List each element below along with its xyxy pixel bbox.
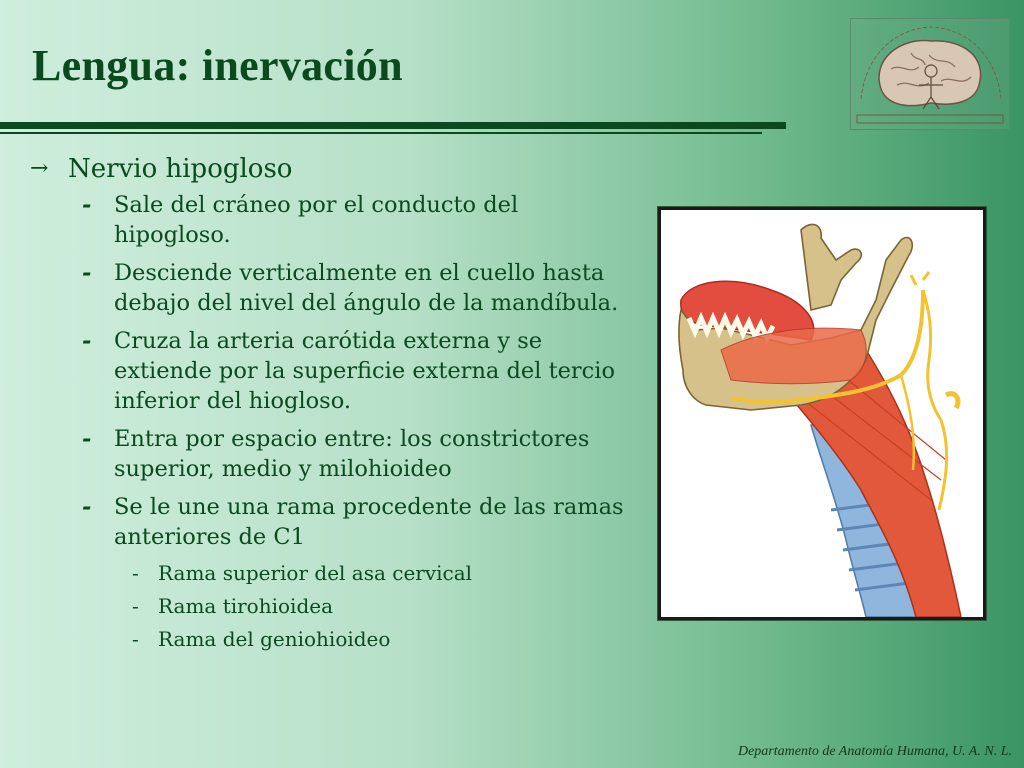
- list-item: [28, 190, 628, 250]
- footer-credit: Departamento de Anatomía Humana, U. A. N. L.: [737, 744, 1012, 759]
- dash-bullet-icon: -: [82, 426, 92, 452]
- list-item-text: Cruza la arteria carótida externa y se extiende por la superficie externa del tercio inferior del hiogloso.: [114, 328, 616, 414]
- dash-bullet-icon: -: [82, 494, 92, 520]
- dash-bullet-icon: -: [82, 328, 92, 354]
- list-item: [28, 492, 628, 552]
- anatomy-department-logo-icon: [850, 18, 1010, 130]
- list-item-text: Sale del cráneo por el conducto del hipogloso.: [114, 192, 519, 248]
- sub-list-item-text: Rama superior del asa cervical: [158, 561, 473, 585]
- hypoglossal-nerve-illustration: [658, 207, 986, 620]
- list-item: [28, 326, 628, 416]
- dash-bullet-icon: -: [82, 192, 92, 218]
- detail-list: [28, 190, 628, 552]
- list-item-text: Entra por espacio entre: los constrictores superior, medio y milohioideo: [114, 426, 590, 482]
- dash-bullet-icon: -: [82, 260, 92, 286]
- sub-list-item: [28, 593, 628, 619]
- list-item-text: Desciende verticalmente en el cuello hasta debajo del nivel del ángulo de la mandíbula.: [114, 260, 619, 316]
- list-item: [28, 258, 628, 318]
- title-underline-thin: [0, 132, 762, 134]
- list-item: [28, 424, 628, 484]
- sub-list: [28, 560, 628, 652]
- hyphen-bullet-icon: -: [132, 627, 139, 651]
- hyphen-bullet-icon: -: [132, 561, 139, 585]
- sub-list-item: [28, 626, 628, 652]
- slide-body: [28, 152, 628, 659]
- sub-list-item-text: Rama del geniohioideo: [158, 627, 391, 651]
- title-underline: [0, 122, 786, 129]
- sub-list-item: [28, 560, 628, 586]
- main-heading: Nervio hipogloso: [68, 154, 293, 184]
- sub-list-item-text: Rama tirohioidea: [158, 594, 333, 618]
- hyphen-bullet-icon: -: [132, 594, 139, 618]
- arrow-bullet-icon: →: [30, 156, 49, 181]
- main-bullet: [28, 152, 628, 186]
- list-item-text: Se le une una rama procedente de las ramas anteriores de C1: [114, 494, 624, 550]
- slide-title: Lengua: inervación: [32, 41, 403, 90]
